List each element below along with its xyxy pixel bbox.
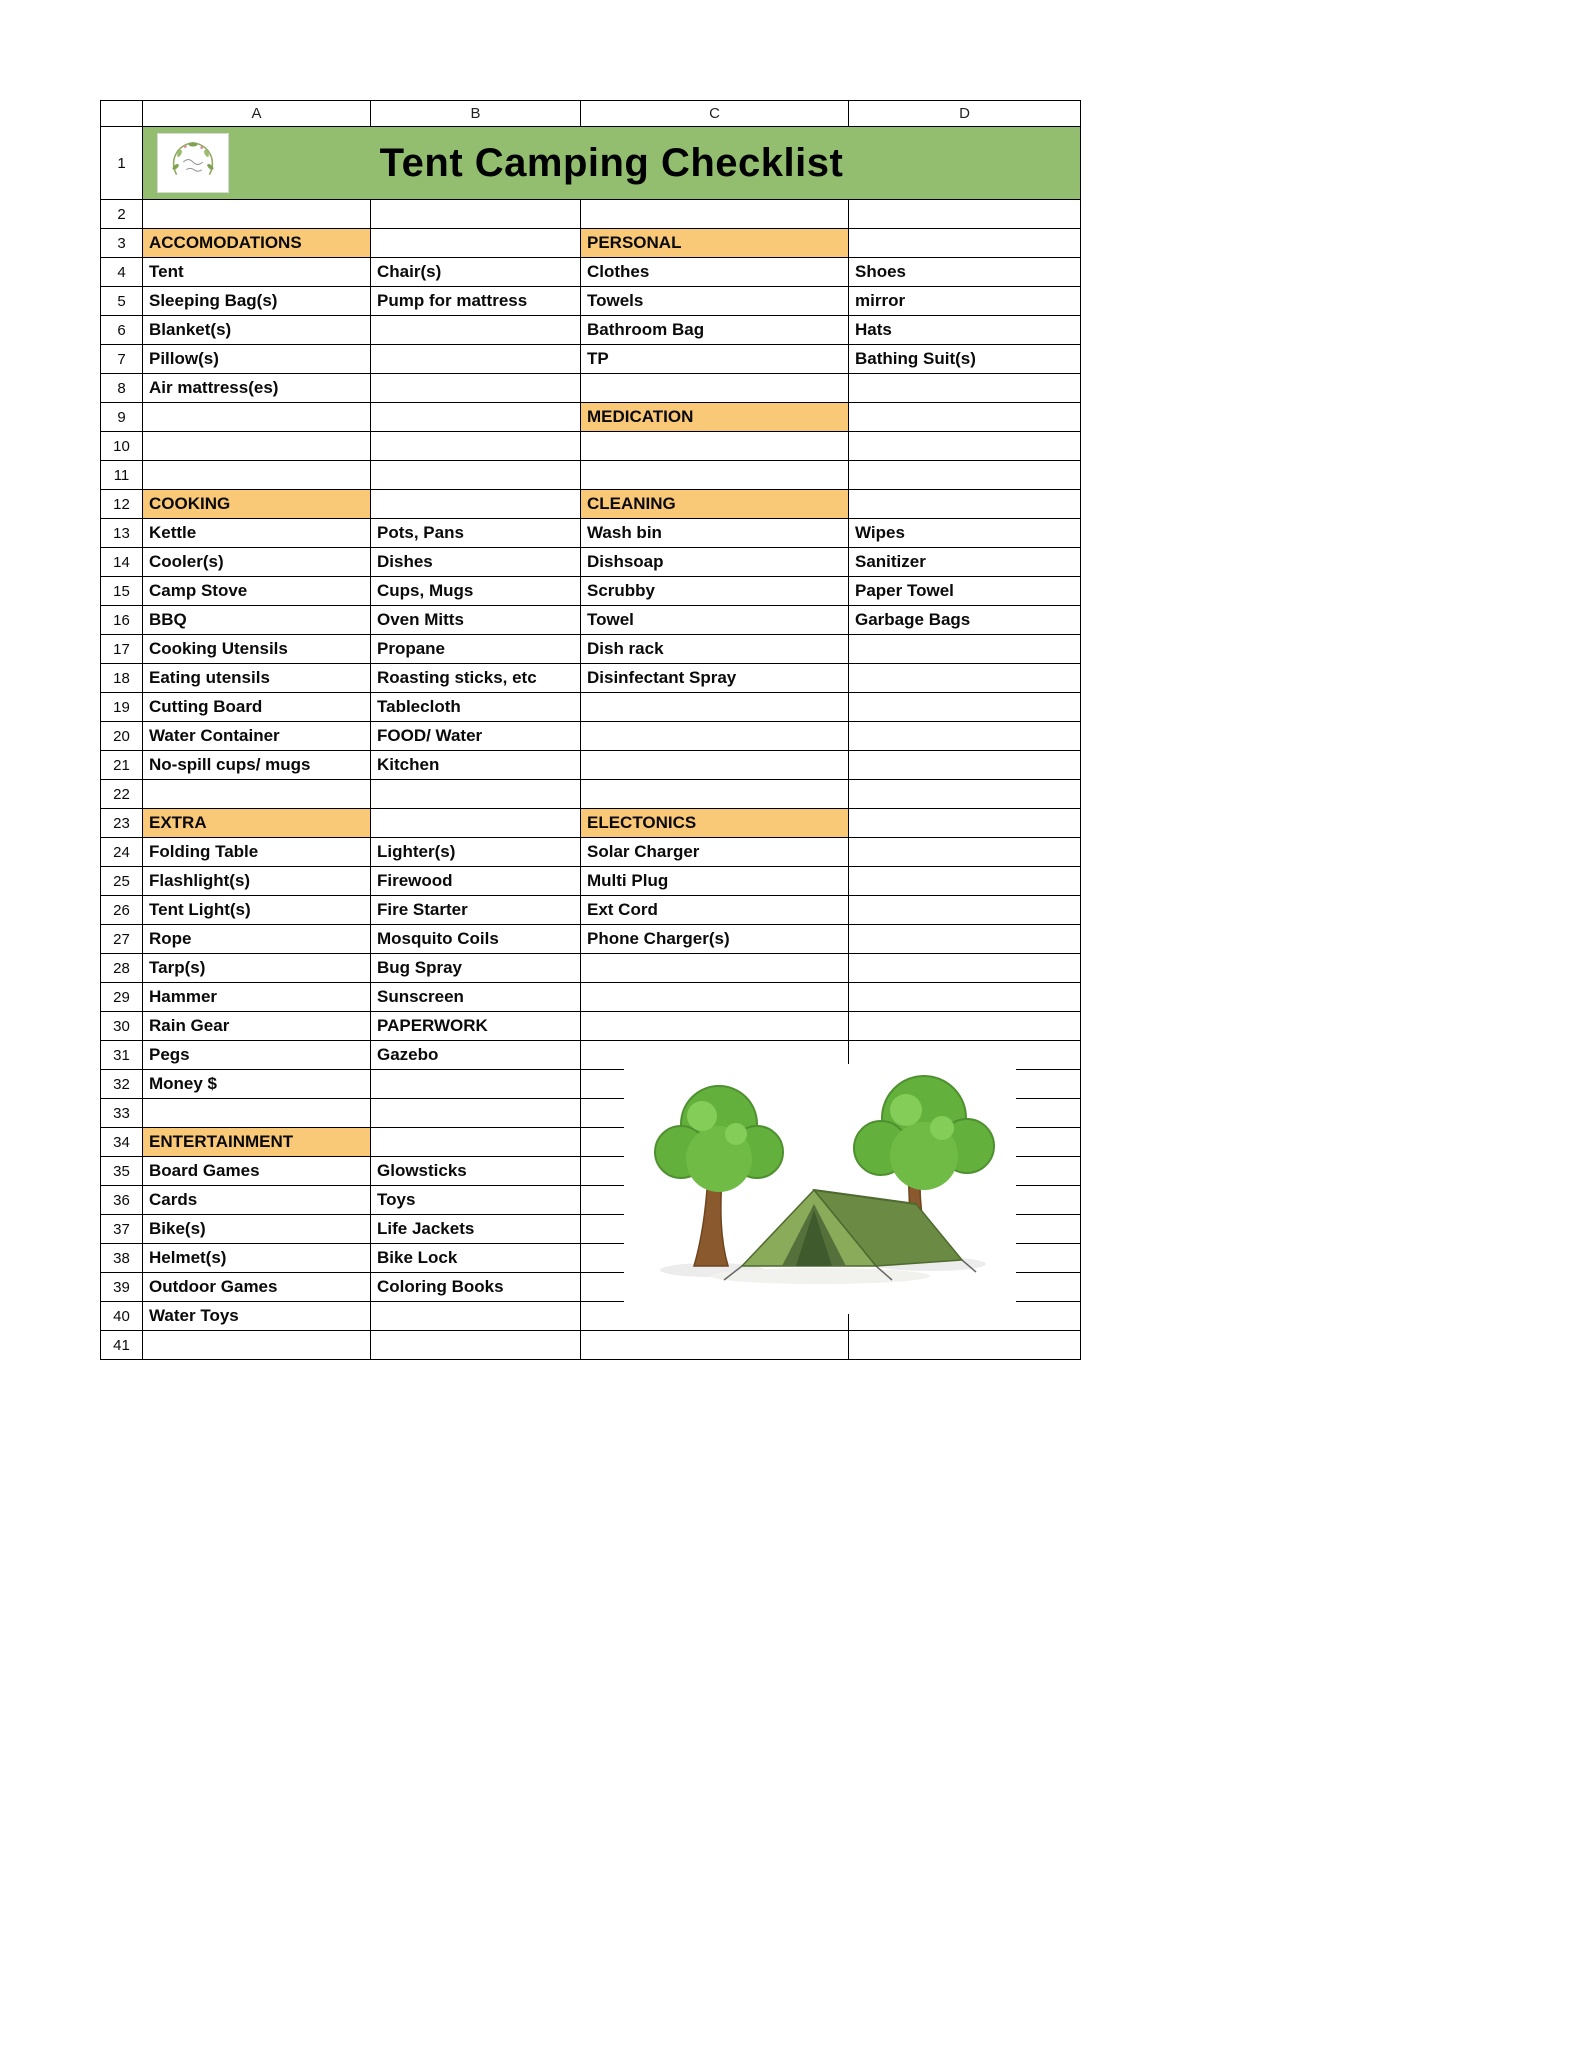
cell-B5: Pump for mattress xyxy=(371,287,581,316)
cell-A25: Flashlight(s) xyxy=(143,867,371,896)
cell-D11 xyxy=(849,461,1081,490)
cell-D15: Paper Towel xyxy=(849,577,1081,606)
sheet-row xyxy=(101,374,1081,403)
cell-C21 xyxy=(581,751,849,780)
cell-D41 xyxy=(849,1331,1081,1360)
row-number: 24 xyxy=(101,838,143,867)
column-header-D: D xyxy=(849,101,1081,127)
cell-A17: Cooking Utensils xyxy=(143,635,371,664)
cell-A19: Cutting Board xyxy=(143,693,371,722)
cell-C26: Ext Cord xyxy=(581,896,849,925)
cell-A32: Money $ xyxy=(143,1070,371,1099)
row-number: 30 xyxy=(101,1012,143,1041)
cell-D28 xyxy=(849,954,1081,983)
cell-A30: Rain Gear xyxy=(143,1012,371,1041)
cell-B32 xyxy=(371,1070,581,1099)
cell-A12: COOKING xyxy=(143,490,371,519)
cell-D10 xyxy=(849,432,1081,461)
cell-C10 xyxy=(581,432,849,461)
row-number: 6 xyxy=(101,316,143,345)
cell-B38: Bike Lock xyxy=(371,1244,581,1273)
sheet-row xyxy=(101,461,1081,490)
cell-D29 xyxy=(849,983,1081,1012)
camping-illustration xyxy=(624,1064,1016,1314)
row-number: 5 xyxy=(101,287,143,316)
cell-A8: Air mattress(es) xyxy=(143,374,371,403)
cell-A6: Blanket(s) xyxy=(143,316,371,345)
column-header-A: A xyxy=(143,101,371,127)
sheet-row xyxy=(101,664,1081,693)
cell-A5: Sleeping Bag(s) xyxy=(143,287,371,316)
cell-D12 xyxy=(849,490,1081,519)
row-number: 38 xyxy=(101,1244,143,1273)
cell-B23 xyxy=(371,809,581,838)
row-number: 29 xyxy=(101,983,143,1012)
cell-B15: Cups, Mugs xyxy=(371,577,581,606)
cell-A31: Pegs xyxy=(143,1041,371,1070)
row-number: 11 xyxy=(101,461,143,490)
row-number: 12 xyxy=(101,490,143,519)
cell-C22 xyxy=(581,780,849,809)
cell-C28 xyxy=(581,954,849,983)
sheet-row xyxy=(101,1331,1081,1360)
tree-left-icon xyxy=(655,1086,783,1266)
cell-B36: Toys xyxy=(371,1186,581,1215)
cell-A15: Camp Stove xyxy=(143,577,371,606)
cell-A38: Helmet(s) xyxy=(143,1244,371,1273)
row-number: 25 xyxy=(101,867,143,896)
cell-B34 xyxy=(371,1128,581,1157)
cell-A41 xyxy=(143,1331,371,1360)
sheet-row xyxy=(101,403,1081,432)
cell-C7: TP xyxy=(581,345,849,374)
spreadsheet-page xyxy=(100,100,1082,1360)
cell-C5: Towels xyxy=(581,287,849,316)
sheet-row xyxy=(101,287,1081,316)
cell-B3 xyxy=(371,229,581,258)
cell-B13: Pots, Pans xyxy=(371,519,581,548)
cell-A20: Water Container xyxy=(143,722,371,751)
cell-D24 xyxy=(849,838,1081,867)
cell-B41 xyxy=(371,1331,581,1360)
title-row xyxy=(101,127,1081,200)
cell-D17 xyxy=(849,635,1081,664)
cell-D13: Wipes xyxy=(849,519,1081,548)
cell-C3: PERSONAL xyxy=(581,229,849,258)
row-number: 4 xyxy=(101,258,143,287)
cell-D25 xyxy=(849,867,1081,896)
cell-D26 xyxy=(849,896,1081,925)
tent-shadow xyxy=(710,1268,930,1284)
row-number: 26 xyxy=(101,896,143,925)
cell-D27 xyxy=(849,925,1081,954)
row-number: 23 xyxy=(101,809,143,838)
cell-D4: Shoes xyxy=(849,258,1081,287)
cell-D2 xyxy=(849,200,1081,229)
cell-A39: Outdoor Games xyxy=(143,1273,371,1302)
cell-D14: Sanitizer xyxy=(849,548,1081,577)
cell-B30: PAPERWORK xyxy=(371,1012,581,1041)
cell-C29 xyxy=(581,983,849,1012)
cell-B22 xyxy=(371,780,581,809)
cell-A26: Tent Light(s) xyxy=(143,896,371,925)
cell-B8 xyxy=(371,374,581,403)
cell-B20: FOOD/ Water xyxy=(371,722,581,751)
cell-D8 xyxy=(849,374,1081,403)
cell-A37: Bike(s) xyxy=(143,1215,371,1244)
cell-C16: Towel xyxy=(581,606,849,635)
cell-D5: mirror xyxy=(849,287,1081,316)
cell-A14: Cooler(s) xyxy=(143,548,371,577)
cell-C15: Scrubby xyxy=(581,577,849,606)
cell-C13: Wash bin xyxy=(581,519,849,548)
cell-C2 xyxy=(581,200,849,229)
row-number: 18 xyxy=(101,664,143,693)
sheet-row xyxy=(101,490,1081,519)
cell-B40 xyxy=(371,1302,581,1331)
sheet-row xyxy=(101,780,1081,809)
cell-A33 xyxy=(143,1099,371,1128)
row-number: 35 xyxy=(101,1157,143,1186)
row-number: 16 xyxy=(101,606,143,635)
cell-D18 xyxy=(849,664,1081,693)
row-number: 15 xyxy=(101,577,143,606)
row-number: 20 xyxy=(101,722,143,751)
sheet-row xyxy=(101,345,1081,374)
sheet-row xyxy=(101,838,1081,867)
sheet-row xyxy=(101,548,1081,577)
row-number: 3 xyxy=(101,229,143,258)
cell-B33 xyxy=(371,1099,581,1128)
sheet-row xyxy=(101,519,1081,548)
cell-A34: ENTERTAINMENT xyxy=(143,1128,371,1157)
cell-D19 xyxy=(849,693,1081,722)
cell-B16: Oven Mitts xyxy=(371,606,581,635)
cell-D16: Garbage Bags xyxy=(849,606,1081,635)
cell-B4: Chair(s) xyxy=(371,258,581,287)
cell-B18: Roasting sticks, etc xyxy=(371,664,581,693)
cell-A11 xyxy=(143,461,371,490)
cell-C4: Clothes xyxy=(581,258,849,287)
cell-B2 xyxy=(371,200,581,229)
row-number: 2 xyxy=(101,200,143,229)
sheet-row xyxy=(101,1012,1081,1041)
cell-B10 xyxy=(371,432,581,461)
cell-D22 xyxy=(849,780,1081,809)
cell-D3 xyxy=(849,229,1081,258)
row-number: 10 xyxy=(101,432,143,461)
cell-B25: Firewood xyxy=(371,867,581,896)
row-number: 13 xyxy=(101,519,143,548)
sheet-row xyxy=(101,954,1081,983)
column-header-C: C xyxy=(581,101,849,127)
cell-C8 xyxy=(581,374,849,403)
sheet-row xyxy=(101,983,1081,1012)
cell-C17: Dish rack xyxy=(581,635,849,664)
cell-A9 xyxy=(143,403,371,432)
cell-B12 xyxy=(371,490,581,519)
row-number: 32 xyxy=(101,1070,143,1099)
sheet-row xyxy=(101,693,1081,722)
cell-A28: Tarp(s) xyxy=(143,954,371,983)
cell-D9 xyxy=(849,403,1081,432)
row-number: 28 xyxy=(101,954,143,983)
cell-B31: Gazebo xyxy=(371,1041,581,1070)
cell-B11 xyxy=(371,461,581,490)
cell-B17: Propane xyxy=(371,635,581,664)
row-number: 17 xyxy=(101,635,143,664)
cell-A10 xyxy=(143,432,371,461)
cell-C11 xyxy=(581,461,849,490)
cell-B37: Life Jackets xyxy=(371,1215,581,1244)
cell-A24: Folding Table xyxy=(143,838,371,867)
sheet-row xyxy=(101,200,1081,229)
cell-B28: Bug Spray xyxy=(371,954,581,983)
sheet-row xyxy=(101,432,1081,461)
cell-A22 xyxy=(143,780,371,809)
cell-C18: Disinfectant Spray xyxy=(581,664,849,693)
cell-A4: Tent xyxy=(143,258,371,287)
cell-A2 xyxy=(143,200,371,229)
sheet-row xyxy=(101,577,1081,606)
cell-B24: Lighter(s) xyxy=(371,838,581,867)
row-number: 1 xyxy=(101,127,143,200)
cell-B14: Dishes xyxy=(371,548,581,577)
row-number: 37 xyxy=(101,1215,143,1244)
sheet-row xyxy=(101,606,1081,635)
cell-D30 xyxy=(849,1012,1081,1041)
cell-B6 xyxy=(371,316,581,345)
cell-B27: Mosquito Coils xyxy=(371,925,581,954)
cell-C24: Solar Charger xyxy=(581,838,849,867)
cell-C27: Phone Charger(s) xyxy=(581,925,849,954)
sheet-row xyxy=(101,316,1081,345)
row-number: 33 xyxy=(101,1099,143,1128)
cell-C20 xyxy=(581,722,849,751)
cell-D21 xyxy=(849,751,1081,780)
cell-C12: CLEANING xyxy=(581,490,849,519)
sheet-row xyxy=(101,722,1081,751)
row-number: 22 xyxy=(101,780,143,809)
cell-B9 xyxy=(371,403,581,432)
cell-B35: Glowsticks xyxy=(371,1157,581,1186)
sheet-row xyxy=(101,867,1081,896)
cell-A3: ACCOMODATIONS xyxy=(143,229,371,258)
row-number: 34 xyxy=(101,1128,143,1157)
cell-B7 xyxy=(371,345,581,374)
cell-C14: Dishsoap xyxy=(581,548,849,577)
page-title: Tent Camping Checklist xyxy=(379,141,844,185)
cell-D7: Bathing Suit(s) xyxy=(849,345,1081,374)
cell-A40: Water Toys xyxy=(143,1302,371,1331)
cell-A23: EXTRA xyxy=(143,809,371,838)
sheet-row xyxy=(101,258,1081,287)
cell-C23: ELECTONICS xyxy=(581,809,849,838)
sheet-row xyxy=(101,896,1081,925)
row-number: 27 xyxy=(101,925,143,954)
cell-B26: Fire Starter xyxy=(371,896,581,925)
cell-A13: Kettle xyxy=(143,519,371,548)
row-number: 39 xyxy=(101,1273,143,1302)
cell-A29: Hammer xyxy=(143,983,371,1012)
cell-A21: No-spill cups/ mugs xyxy=(143,751,371,780)
title-banner xyxy=(143,127,1081,200)
row-number: 14 xyxy=(101,548,143,577)
sheet-row xyxy=(101,809,1081,838)
cell-C9: MEDICATION xyxy=(581,403,849,432)
cell-B39: Coloring Books xyxy=(371,1273,581,1302)
cell-C41 xyxy=(581,1331,849,1360)
row-number: 8 xyxy=(101,374,143,403)
cell-A7: Pillow(s) xyxy=(143,345,371,374)
cell-C30 xyxy=(581,1012,849,1041)
sheet-row xyxy=(101,229,1081,258)
cell-C6: Bathroom Bag xyxy=(581,316,849,345)
column-header-B: B xyxy=(371,101,581,127)
cell-C19 xyxy=(581,693,849,722)
cell-A27: Rope xyxy=(143,925,371,954)
row-number: 41 xyxy=(101,1331,143,1360)
cell-A16: BBQ xyxy=(143,606,371,635)
sheet-row xyxy=(101,751,1081,780)
cell-B19: Tablecloth xyxy=(371,693,581,722)
row-number: 21 xyxy=(101,751,143,780)
cell-B21: Kitchen xyxy=(371,751,581,780)
row-number: 9 xyxy=(101,403,143,432)
cell-B29: Sunscreen xyxy=(371,983,581,1012)
row-number: 36 xyxy=(101,1186,143,1215)
cell-A35: Board Games xyxy=(143,1157,371,1186)
wreath-logo-icon xyxy=(162,136,224,190)
sheet-row xyxy=(101,635,1081,664)
corner-cell xyxy=(101,101,143,127)
row-number: 7 xyxy=(101,345,143,374)
cell-D20 xyxy=(849,722,1081,751)
row-number: 19 xyxy=(101,693,143,722)
cell-D6: Hats xyxy=(849,316,1081,345)
cell-D23 xyxy=(849,809,1081,838)
row-number: 40 xyxy=(101,1302,143,1331)
brand-logo xyxy=(157,133,229,193)
row-number: 31 xyxy=(101,1041,143,1070)
cell-A18: Eating utensils xyxy=(143,664,371,693)
cell-A36: Cards xyxy=(143,1186,371,1215)
sheet-row xyxy=(101,925,1081,954)
cell-C25: Multi Plug xyxy=(581,867,849,896)
column-header-row xyxy=(101,101,1081,127)
